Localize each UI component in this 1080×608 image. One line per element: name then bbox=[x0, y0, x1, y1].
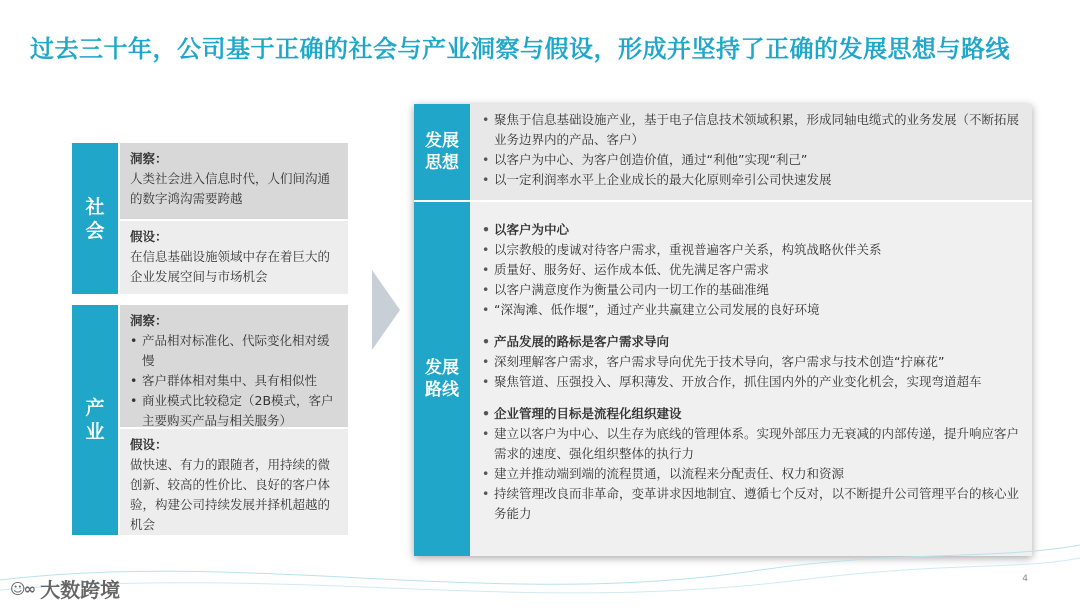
social-assumption-text: 在信息基础设施领域中存在着巨大的企业发展空间与市场机会 bbox=[130, 249, 331, 284]
logo-text: 大数跨境 bbox=[40, 578, 121, 602]
logo-icon: ☺∞ bbox=[10, 579, 35, 598]
brand-logo bbox=[10, 574, 120, 603]
list-item: • 质量好、服务好、运作成本低、优先满足客户需求 bbox=[480, 260, 1022, 280]
section-heading: • 以客户为中心 bbox=[480, 220, 1022, 240]
list-item: • 以客户为中心、为客户创造价值，通过“利他”实现“利己” bbox=[480, 150, 1022, 170]
list-item: • 聚焦于信息基础设施产业，基于电子信息技术领域积累，形成同轴电缆式的业务发展（不断拓展业务边界内的产品、客户） bbox=[480, 110, 1022, 150]
industry-assumption-text: 做快速、有力的跟随者，用持续的微创新、较高的性价比、良好的客户体验，构建公司持续发展并择机超越的机会 bbox=[130, 457, 331, 532]
route-tag: 发展路线 bbox=[414, 202, 470, 556]
list-item: • 聚焦管道、压强投入、厚积薄发、开放合作，抓住国内外的产业变化机会，实现弯道超车 bbox=[480, 372, 1022, 392]
route-body bbox=[470, 202, 1032, 556]
social-insight-heading: 洞察： bbox=[130, 151, 168, 166]
list-item: • 持续管理改良而非革命，变革讲求因地制宜、遵循七个反对，以不断提升公司管理平台的核心业务能力 bbox=[480, 484, 1022, 524]
section-heading: • 产品发展的路标是客户需求导向 bbox=[480, 332, 1022, 352]
list-item: • 建立以客户为中心、以生存为底线的管理体系。实现外部压力无衰减的内部传递，提升响应客户需求的速度、强化组织整体的执行力 bbox=[480, 424, 1022, 464]
industry-insight-heading: 洞察： bbox=[130, 313, 168, 328]
social-insight-cell bbox=[120, 143, 348, 219]
industry-tag: 产业 bbox=[72, 305, 118, 535]
social-tag: 社会 bbox=[72, 143, 118, 294]
list-item: • 产品相对标准化、代际变化相对缓慢 bbox=[130, 331, 340, 371]
industry-insight-cell bbox=[120, 305, 348, 427]
industry-insight-list bbox=[130, 331, 340, 431]
list-item: • 客户群体相对集中、具有相似性 bbox=[130, 371, 340, 391]
industry-assumption-heading: 假设： bbox=[130, 437, 168, 452]
social-insight-text: 人类社会进入信息时代，人们间沟通的数字鸿沟需要跨越 bbox=[130, 171, 331, 206]
list-item: • 以宗教般的虔诚对待客户需求，重视普遍客户关系，构筑战略伙伴关系 bbox=[480, 240, 1022, 260]
decorative-wave bbox=[0, 540, 1080, 608]
list-item: • 深刻理解客户需求，客户需求导向优先于技术导向，客户需求与技术创造“拧麻花” bbox=[480, 352, 1022, 372]
social-assumption-cell bbox=[120, 221, 348, 294]
list-item: • 建立并推动端到端的流程贯通，以流程来分配责任、权力和资源 bbox=[480, 464, 1022, 484]
section-heading: • 企业管理的目标是流程化组织建设 bbox=[480, 404, 1022, 424]
list-item: • 以一定利润率水平上企业成长的最大化原则牵引公司快速发展 bbox=[480, 170, 1022, 190]
social-assumption-heading: 假设： bbox=[130, 229, 168, 244]
industry-assumption-cell bbox=[120, 429, 348, 535]
thought-body bbox=[470, 104, 1032, 200]
list-item: • 商业模式比较稳定（2B模式，客户主要购买产品与相关服务） bbox=[130, 391, 340, 431]
chevron-right-icon bbox=[372, 270, 400, 350]
page-number: 4 bbox=[1022, 574, 1028, 584]
list-item: • “深淘滩、低作堰”，通过产业共赢建立公司发展的良好环境 bbox=[480, 300, 1022, 320]
thought-tag: 发展思想 bbox=[414, 104, 470, 200]
list-item: • 以客户满意度作为衡量公司内一切工作的基础准绳 bbox=[480, 280, 1022, 300]
page-title: 过去三十年，公司基于正确的社会与产业洞察与假设，形成并坚持了正确的发展思想与路线 bbox=[30, 35, 1010, 63]
